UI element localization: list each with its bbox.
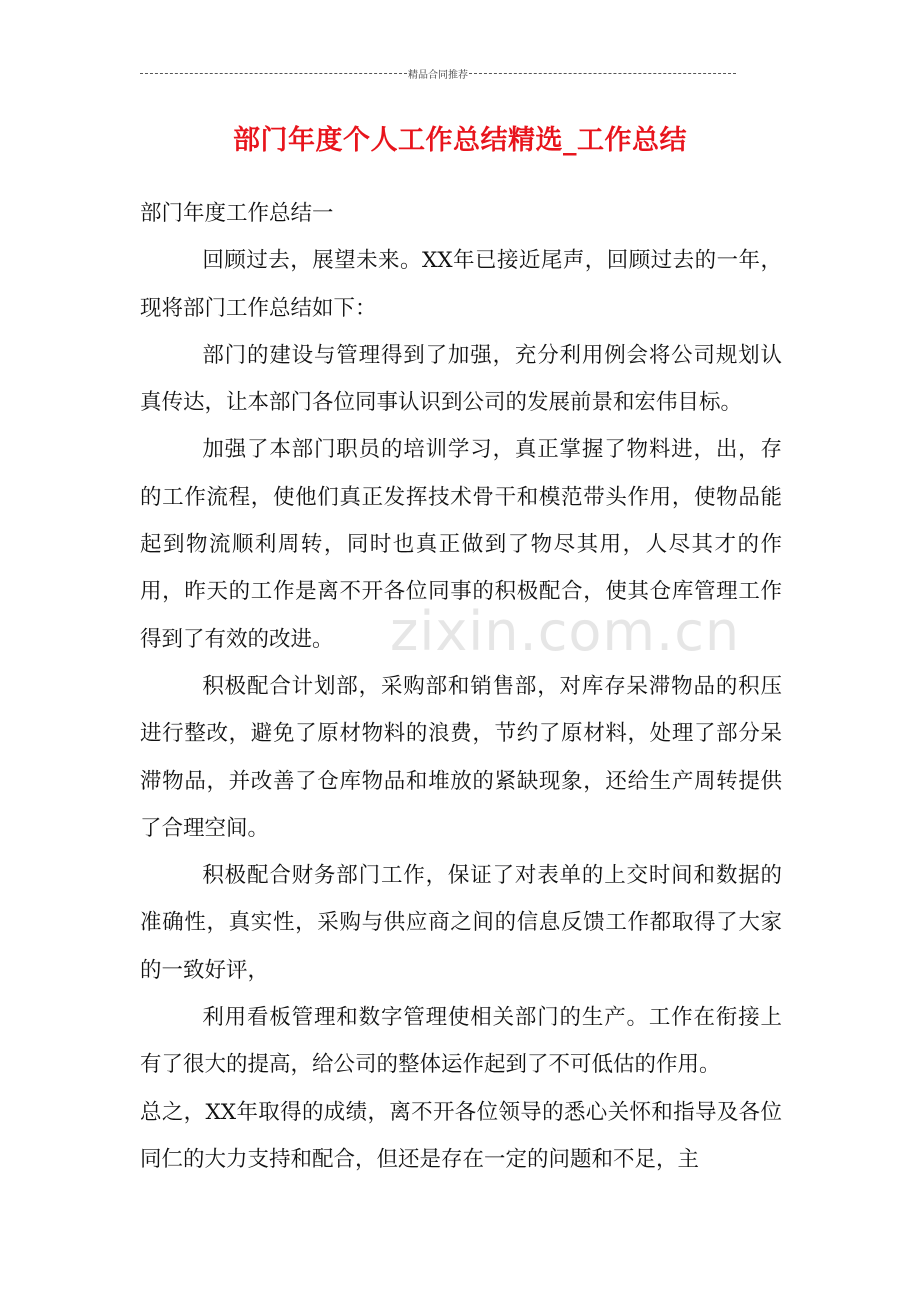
watermark: zixin.com.cn <box>390 600 741 663</box>
paragraph-5: 积极配合财务部门工作，保证了对表单的上交时间和数据的准确性，真实性，采购与供应商之间的信息反馈工作都取得了大家的一致好评， <box>140 863 782 983</box>
paragraph-2: 部门的建设与管理得到了加强，充分利用例会将公司规划认真传达，让本部门各位同事认识到公司的发展前景和宏伟目标。 <box>140 342 782 416</box>
paragraph-3: 加强了本部门职员的培训学习，真正掌握了物料进，出，存的工作流程，使他们真正发挥技术骨干和模范带头作用，使物品能起到物流顺利周转，同时也真正做到了物尽其用，人尽其才的作用，昨天的工作是离不开各位同事的积极配合，使其仓库管理工作得到了有效的改进。 <box>140 437 782 652</box>
closing-paragraph: 总之，XX年取得的成绩，离不开各位领导的悉心关怀和指导及各位同仁的大力支持和配合，但还是存在一定的问题和不足，主 <box>140 1099 782 1172</box>
section-heading: 部门年度工作总结一 <box>140 201 334 226</box>
header-divider-left <box>140 73 407 74</box>
page-header <box>140 66 736 81</box>
paragraph-6: 利用看板管理和数字管理使相关部门的生产。工作在衔接上有了很大的提高，给公司的整体运作起到了不可低估的作用。 <box>140 1005 782 1078</box>
document-title: 部门年度个人工作总结精选_工作总结 <box>233 125 687 156</box>
header-divider-right <box>469 73 736 74</box>
paragraph-4: 积极配合计划部，采购部和销售部，对库存呆滞物品的积压进行整改，避免了原材物料的浪费，节约了原材料，处理了部分呆滞物品，并改善了仓库物品和堆放的紧缺现象，还给生产周转提供了合理空间。 <box>140 673 782 841</box>
document-body <box>140 190 782 1183</box>
paragraph-1: 回顾过去，展望未来。XX年已接近尾声，回顾过去的一年，现将部门工作总结如下： <box>140 248 782 321</box>
header-label: 精品合同推荐 <box>408 70 468 81</box>
